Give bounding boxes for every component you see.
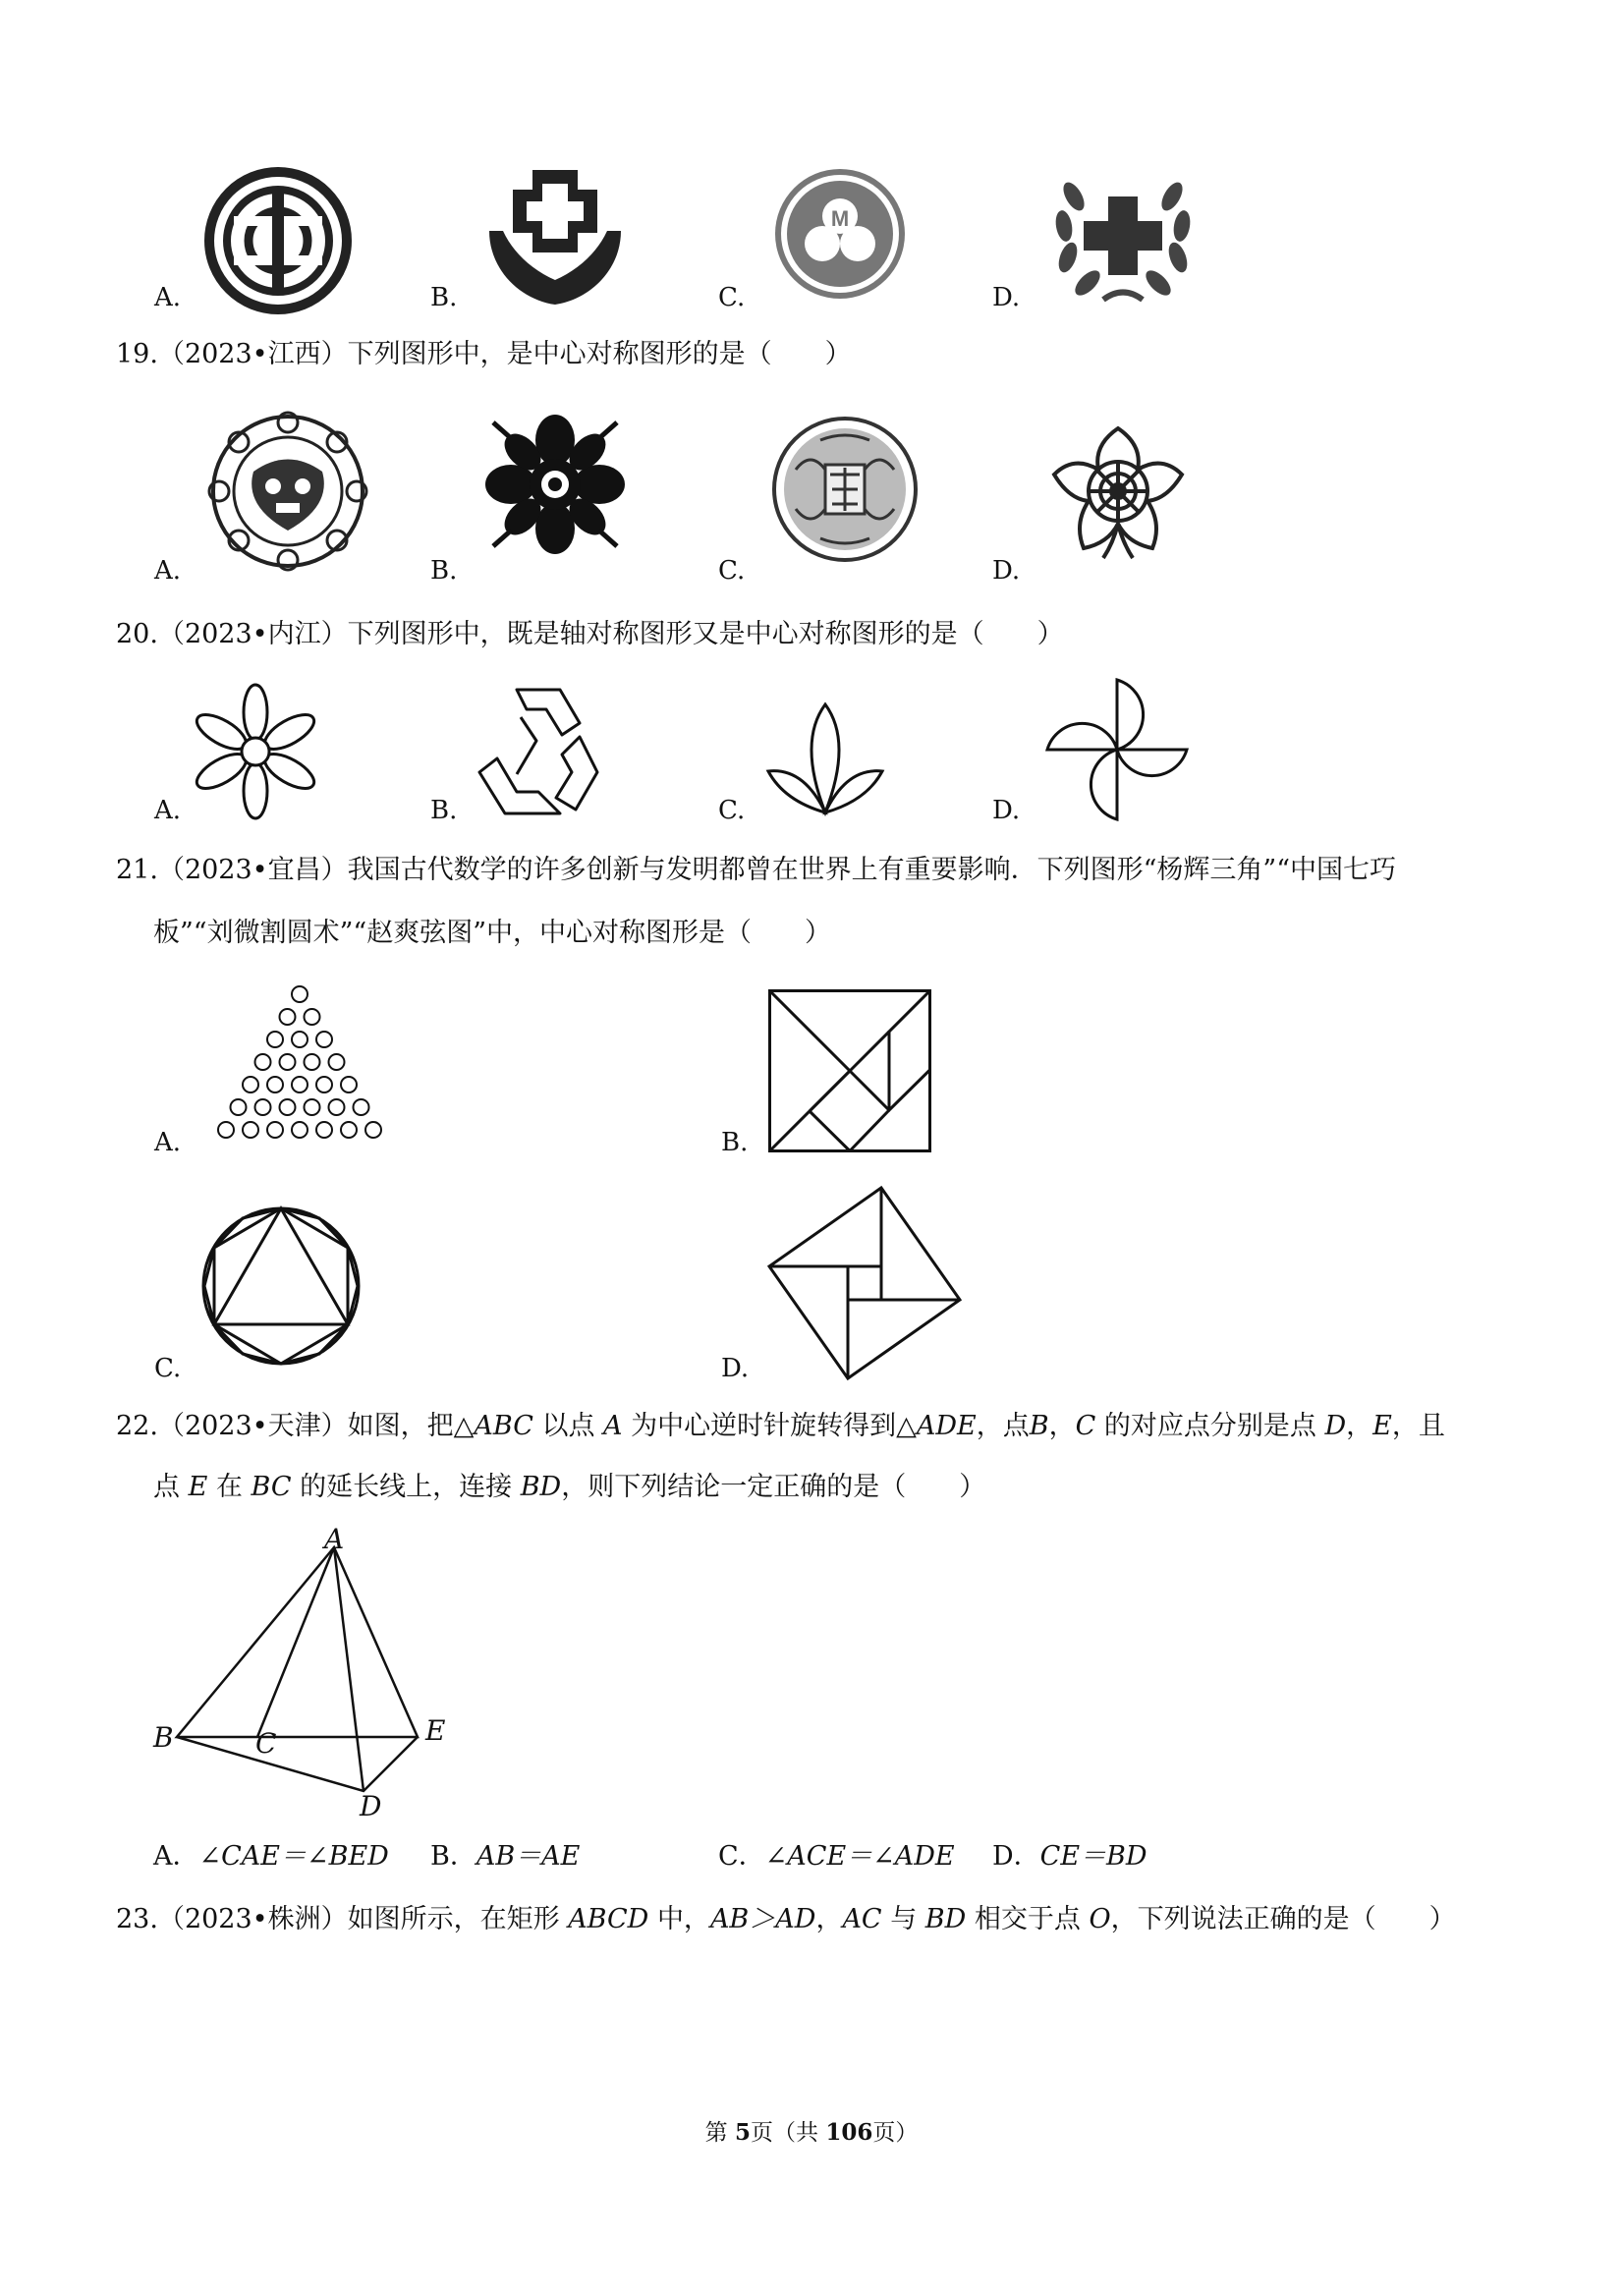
q18-option-d: D. xyxy=(992,283,1021,312)
q22-text: ， xyxy=(1048,1411,1076,1441)
q21-number: 21. xyxy=(116,855,158,885)
yanghui-circle xyxy=(280,1009,296,1025)
choice-letter: B． xyxy=(430,1841,476,1872)
q21-figure-a-yanghui-triangle-icon xyxy=(199,982,401,1154)
yanghui-circle xyxy=(292,1032,308,1047)
q22-label-e: E xyxy=(425,1714,446,1747)
q22-choice-c xyxy=(718,1839,955,1875)
q22-math: ABC xyxy=(474,1411,533,1441)
q23-math: ABCD xyxy=(568,1904,649,1934)
q19-figure-c-icon xyxy=(771,411,919,568)
q22-math: BD xyxy=(520,1472,562,1502)
footer-text: 页） xyxy=(872,2120,919,2146)
q23-math: O xyxy=(1089,1904,1111,1934)
q23-number: 23. xyxy=(116,1904,158,1934)
q21-option-d: D. xyxy=(721,1354,750,1383)
q20-option-c: C. xyxy=(718,796,746,825)
q23-math: AB＞AD xyxy=(709,1904,816,1934)
footer-page-number: 5 xyxy=(734,2119,751,2146)
q22-choice-d xyxy=(992,1839,1147,1875)
yanghui-circle xyxy=(305,1099,320,1115)
choice-letter: A． xyxy=(153,1841,199,1872)
q22-text: ，且 xyxy=(1391,1411,1445,1441)
yanghui-circle xyxy=(316,1077,332,1092)
q19-stem: （2023•江西）下列图形中，是中心对称图形的是（ ） xyxy=(157,339,852,369)
page-footer xyxy=(0,2114,1623,2147)
q22-text: 以点 xyxy=(541,1411,595,1441)
question-23 xyxy=(116,1902,1456,1937)
q18-option-c: C. xyxy=(718,283,746,312)
footer-text: 页（共 xyxy=(751,2120,826,2146)
q20-option-b: B. xyxy=(430,796,458,825)
question-20 xyxy=(116,617,1064,652)
choice-letter: C． xyxy=(718,1841,765,1872)
q20-figure-c-lotus-icon xyxy=(764,702,886,815)
q19-figure-d-icon xyxy=(1044,420,1192,568)
q22-choice-a xyxy=(153,1839,389,1875)
yanghui-circle xyxy=(280,1054,296,1070)
choice-text: ∠ACE＝∠ADE xyxy=(764,1841,955,1872)
yanghui-circle xyxy=(341,1077,357,1092)
footer-total-pages: 106 xyxy=(825,2119,873,2146)
yanghui-circle xyxy=(329,1099,345,1115)
q18-option-a: A. xyxy=(154,283,182,312)
q21-option-c: C. xyxy=(154,1354,182,1383)
yanghui-circle xyxy=(316,1032,332,1047)
q22-text: ， xyxy=(1346,1411,1373,1441)
q23-math: BD xyxy=(924,1904,967,1934)
q22-text: ，则下列结论一定正确的是（ ） xyxy=(561,1472,986,1502)
q22-text: ，点 xyxy=(976,1411,1030,1441)
yanghui-circle xyxy=(354,1099,369,1115)
q19-figure-b-icon xyxy=(481,411,629,558)
yanghui-circle xyxy=(305,1009,320,1025)
yanghui-circle xyxy=(243,1077,258,1092)
q23-math: AC xyxy=(842,1904,882,1934)
yanghui-circle xyxy=(329,1054,345,1070)
choice-text: CE＝BD xyxy=(1039,1841,1147,1872)
q22-triangle-figure xyxy=(147,1518,462,1832)
q22-text: （2023•天津）如图，把△ xyxy=(157,1411,475,1441)
choice-text: AB＝AE xyxy=(476,1841,581,1872)
q22-math: D xyxy=(1324,1411,1347,1441)
q21-figure-b-tangram-icon xyxy=(768,989,931,1152)
yanghui-circle xyxy=(280,1099,296,1115)
q22-label-a: A xyxy=(324,1523,345,1555)
yanghui-circle xyxy=(255,1099,271,1115)
yanghui-circle xyxy=(255,1054,271,1070)
logo-c-flower-m-icon xyxy=(771,165,909,303)
q18-option-b: B. xyxy=(430,283,458,312)
q22-label-b: B xyxy=(153,1721,174,1754)
svg-text:M: M xyxy=(830,206,850,231)
q22-math: B xyxy=(1029,1411,1049,1441)
q22-math: E xyxy=(188,1472,208,1502)
yanghui-circle xyxy=(305,1054,320,1070)
q19-option-d: D. xyxy=(992,556,1021,586)
q22-math: C xyxy=(1075,1411,1096,1441)
yanghui-circle xyxy=(218,1122,234,1138)
yanghui-circle xyxy=(267,1032,283,1047)
q21-stem-line1: （2023•宜昌）我国古代数学的许多创新与发明都曾在世界上有重要影响．下列图形“杨辉三角”“中国七巧 xyxy=(157,855,1396,885)
yanghui-circle xyxy=(292,986,308,1002)
q20-number: 20. xyxy=(116,619,158,649)
q21-figure-d-zhaoshuang-icon xyxy=(768,1187,961,1379)
yanghui-circle xyxy=(243,1122,258,1138)
logo-d-wreath-cross-icon xyxy=(1044,157,1202,314)
q21-figure-c-circle-cutting-icon xyxy=(199,1204,363,1368)
question-22-line1 xyxy=(116,1409,1445,1444)
q22-math: ADE xyxy=(916,1411,977,1441)
yanghui-circle xyxy=(267,1077,283,1092)
q21-option-b: B. xyxy=(721,1128,749,1157)
q23-text: ， xyxy=(815,1904,843,1934)
q20-figure-a-flower-icon xyxy=(196,683,314,820)
q21-option-a: A. xyxy=(154,1128,182,1157)
question-19 xyxy=(116,337,852,372)
q19-option-b: B. xyxy=(430,556,458,586)
q19-number: 19. xyxy=(116,339,158,369)
q22-math: A xyxy=(603,1411,623,1441)
question-21-line1 xyxy=(116,853,1396,888)
q23-text: 与 xyxy=(890,1904,918,1934)
q22-text: 为中心逆时针旋转得到△ xyxy=(631,1411,917,1441)
q22-label-c: C xyxy=(255,1727,277,1760)
q22-text: 在 xyxy=(215,1472,243,1502)
yanghui-circle xyxy=(316,1122,332,1138)
q22-number: 22. xyxy=(116,1411,158,1441)
q23-text: （2023•株洲）如图所示，在矩形 xyxy=(157,1904,560,1934)
q19-option-c: C. xyxy=(718,556,746,586)
q22-text: 的对应点分别是点 xyxy=(1103,1411,1316,1441)
q22-math: BC xyxy=(251,1472,292,1502)
yanghui-circle xyxy=(341,1122,357,1138)
q20-stem: （2023•内江）下列图形中，既是轴对称图形又是中心对称图形的是（ ） xyxy=(157,619,1064,649)
question-22-line2 xyxy=(153,1470,985,1505)
q22-text: 的延长线上，连接 xyxy=(300,1472,513,1502)
q22-label-d: D xyxy=(360,1790,382,1822)
footer-text: 第 xyxy=(704,2120,735,2146)
q22-text: 点 xyxy=(153,1472,180,1502)
question-21-line2: 板”“刘微割圆术”“赵爽弦图”中，中心对称图形是（ ） xyxy=(153,918,832,948)
yanghui-circle xyxy=(231,1099,247,1115)
q19-figure-a-icon xyxy=(209,413,366,570)
q20-option-a: A. xyxy=(154,796,182,825)
q20-figure-b-recycle-icon xyxy=(477,688,599,815)
q20-figure-d-pinwheel-icon xyxy=(1043,678,1191,821)
yanghui-circle xyxy=(365,1122,381,1138)
yanghui-circle xyxy=(292,1077,308,1092)
q23-text: ，下列说法正确的是（ ） xyxy=(1110,1904,1456,1934)
q19-option-a: A. xyxy=(154,556,182,586)
logo-a-union-icon xyxy=(204,167,352,314)
choice-text: ∠CAE＝∠BED xyxy=(198,1841,389,1872)
q20-option-d: D. xyxy=(992,796,1021,825)
q22-math: E xyxy=(1372,1411,1392,1441)
q23-text: 中， xyxy=(656,1904,710,1934)
choice-letter: D． xyxy=(992,1841,1040,1872)
logo-b-hands-cross-icon xyxy=(481,162,629,309)
yanghui-circle xyxy=(292,1122,308,1138)
q22-choice-b xyxy=(430,1839,580,1875)
yanghui-circle xyxy=(267,1122,283,1138)
q23-text: 相交于点 xyxy=(974,1904,1081,1934)
